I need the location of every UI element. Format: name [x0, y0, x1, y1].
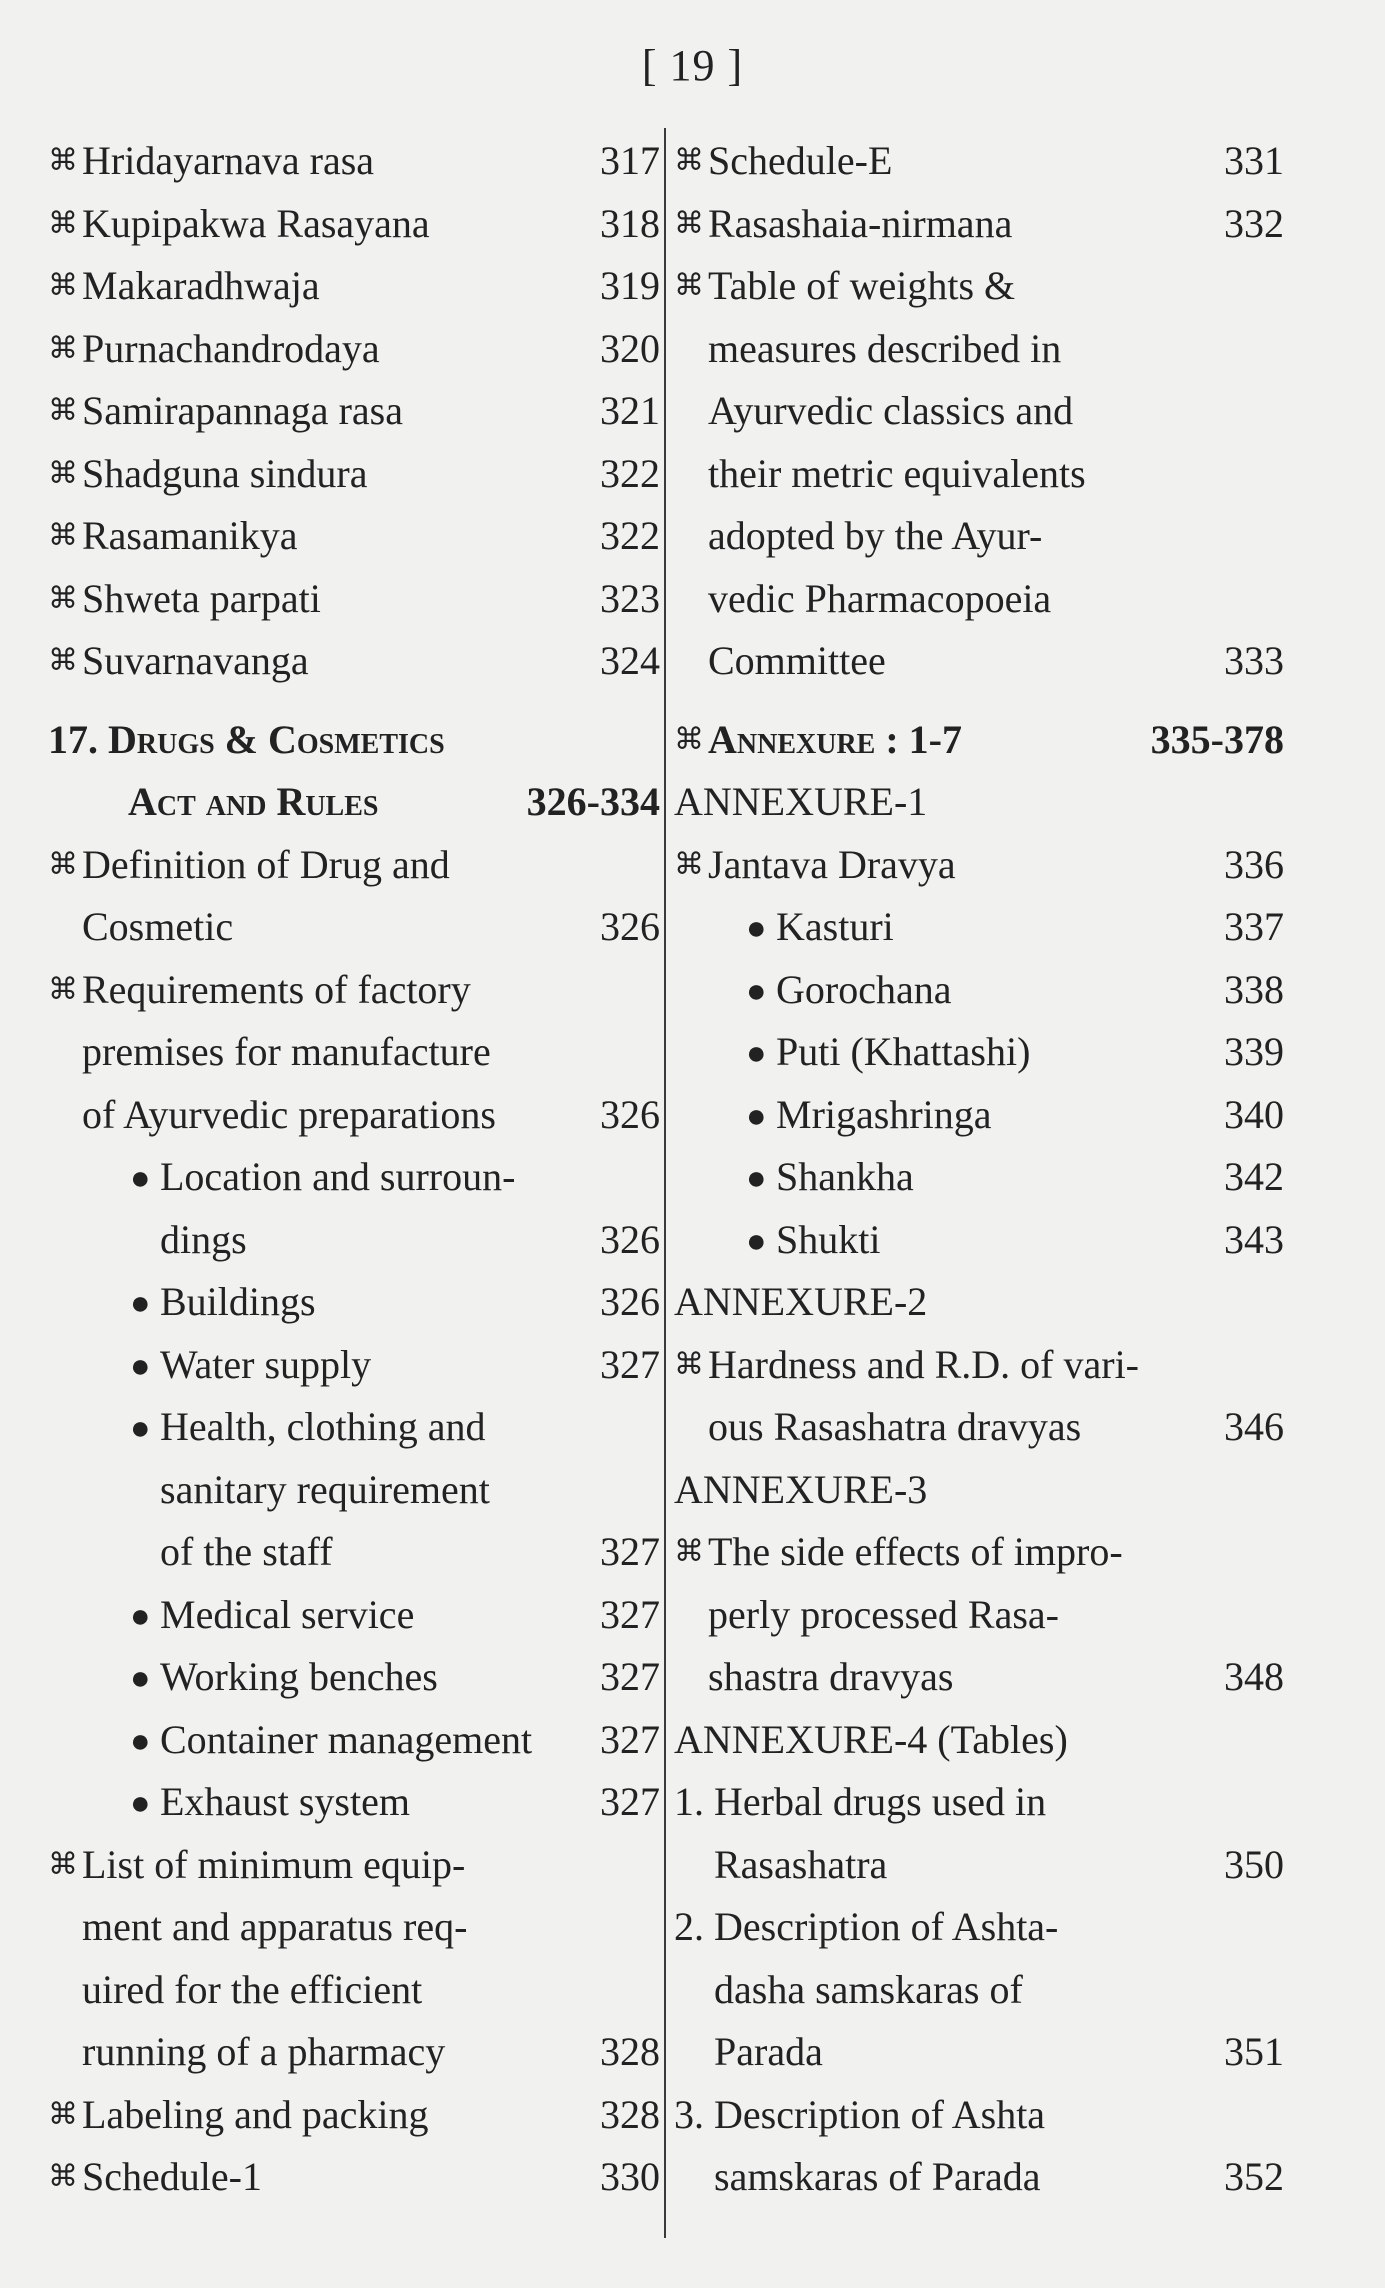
entry-title: premises for manufacture	[82, 1029, 491, 1074]
bullet-icon: ●	[746, 910, 767, 947]
toc-entry	[48, 959, 660, 1022]
entry-page-number: 339	[1224, 1029, 1284, 1074]
entry-title: Gorochana	[776, 966, 952, 1012]
toc-entry	[48, 1271, 660, 1334]
entry-title: Medical service	[160, 1591, 415, 1637]
toc-entry	[674, 255, 1284, 318]
entry-title: shastra dravyas	[708, 1654, 954, 1699]
entry-page-number: 332	[1224, 200, 1284, 246]
entry-page-number: 319	[600, 263, 660, 308]
star-bullet-icon: ⌘	[48, 2097, 78, 2131]
entry-page-number: 326	[600, 1216, 660, 1262]
entry-page-number: 330	[600, 2154, 660, 2199]
entry-page-number: 318	[600, 200, 660, 246]
toc-entry	[48, 193, 660, 256]
entry-title: ANNEXURE-3	[674, 1466, 928, 1512]
bullet-icon: ●	[130, 1660, 151, 1697]
toc-entry	[48, 1334, 660, 1397]
entry-title: Parada	[714, 2029, 823, 2074]
entry-title: Health, clothing and	[160, 1404, 486, 1449]
toc-entry	[674, 1771, 1284, 1834]
bullet-icon: ●	[746, 1160, 767, 1197]
entry-title: perly processed Rasa-	[708, 1591, 1059, 1637]
toc-entry	[674, 443, 1284, 506]
bullet-icon: ●	[130, 1722, 151, 1760]
toc-entry	[674, 1271, 1284, 1334]
star-bullet-icon: ⌘	[674, 144, 704, 177]
entry-title: of the staff	[160, 1529, 333, 1574]
entry-title: Mrigashringa	[776, 1091, 992, 1137]
entry-title: Working benches	[160, 1654, 438, 1699]
toc-entry	[48, 255, 660, 318]
entry-title: vedic Pharmacopoeia	[708, 575, 1052, 621]
toc-entry	[48, 2021, 660, 2084]
entry-page-number: 317	[600, 138, 660, 183]
entry-title: Hridayarnava rasa	[82, 138, 375, 183]
entry-title: 17. Drugs & Cosmetics	[48, 716, 445, 762]
entry-page-number: 326-334	[526, 779, 660, 824]
bullet-icon: ●	[130, 1597, 151, 1635]
entry-title: Description of Ashta	[714, 2091, 1046, 2137]
section-heading	[48, 771, 660, 834]
entry-page-number: 350	[1224, 1841, 1284, 1887]
toc-entry	[48, 630, 660, 693]
entry-title: Samirapannaga rasa	[82, 388, 403, 433]
star-bullet-icon: ⌘	[674, 269, 704, 302]
entry-title: Definition of Drug and	[82, 841, 450, 887]
toc-entry	[48, 380, 660, 443]
bullet-icon: ●	[130, 1410, 151, 1447]
column-divider	[664, 128, 666, 2238]
entry-title: adopted by the Ayur-	[708, 513, 1043, 558]
star-bullet-icon: ⌘	[674, 1347, 704, 1381]
star-bullet-icon: ⌘	[48, 331, 78, 365]
bullet-icon: ●	[130, 1347, 151, 1385]
star-bullet-icon: ⌘	[48, 1847, 78, 1881]
toc-entry	[48, 505, 660, 568]
star-bullet-icon: ⌘	[48, 144, 78, 177]
bullet-icon: ●	[746, 972, 767, 1010]
entry-page-number: 331	[1224, 138, 1284, 183]
toc-entry	[48, 1209, 660, 1272]
entry-page-number: 324	[600, 638, 660, 683]
toc-entry	[674, 2021, 1284, 2084]
toc-entry	[674, 318, 1284, 381]
toc-entry	[48, 318, 660, 381]
entry-title: Jantava Dravya	[708, 841, 956, 887]
entry-page-number: 326	[600, 1279, 660, 1324]
entry-page-number: 327	[600, 1529, 660, 1574]
entry-title: Act and Rules	[128, 779, 379, 824]
entry-page-number: 333	[1224, 638, 1284, 683]
entry-title: ment and apparatus req-	[82, 1904, 468, 1949]
toc-entry	[48, 2084, 660, 2147]
toc-entry	[674, 380, 1284, 443]
toc-entry	[48, 1834, 660, 1897]
entry-title: The side effects of impro-	[708, 1529, 1123, 1574]
toc-entry	[674, 2146, 1284, 2209]
entry-page-number: 327	[600, 1779, 660, 1824]
section-gap	[48, 693, 660, 709]
entry-page-number: 322	[600, 450, 660, 496]
toc-entry	[48, 443, 660, 506]
entry-page-number: 327	[600, 1716, 660, 1762]
entry-title: Exhaust system	[160, 1779, 410, 1824]
star-bullet-icon: ⌘	[674, 847, 704, 881]
bullet-icon: ●	[746, 1222, 767, 1260]
toc-entry	[674, 1959, 1284, 2022]
bullet-icon: ●	[130, 1285, 151, 1322]
star-bullet-icon: ⌘	[48, 456, 78, 490]
toc-entry	[674, 193, 1284, 256]
toc-entry	[48, 1396, 660, 1459]
section-gap	[674, 693, 1284, 709]
toc-entry	[48, 2146, 660, 2209]
entry-title: uired for the efficient	[82, 1966, 423, 2012]
entry-title: Rasamanikya	[82, 513, 298, 558]
star-bullet-icon: ⌘	[48, 847, 78, 881]
entry-title: Rasashatra	[714, 1841, 888, 1887]
entry-title: Location and surroun-	[160, 1154, 516, 1199]
star-bullet-icon: ⌘	[674, 206, 704, 240]
entry-title: Container management	[160, 1716, 533, 1762]
toc-entry	[48, 1771, 660, 1834]
toc-entry	[674, 1709, 1284, 1772]
entry-title: of Ayurvedic preparations	[82, 1091, 496, 1137]
entry-title: Kasturi	[776, 904, 894, 949]
entry-title: Shadguna sindura	[82, 450, 368, 496]
entry-title: Puti (Khattashi)	[776, 1029, 1031, 1074]
toc-entry	[674, 1521, 1284, 1584]
entry-page-number: 352	[1224, 2154, 1284, 2199]
left-column	[48, 130, 660, 2209]
toc-entry	[674, 834, 1284, 897]
entry-title: Purnachandrodaya	[82, 325, 380, 371]
toc-entry	[48, 1084, 660, 1147]
toc-entry	[674, 1396, 1284, 1459]
entry-page-number: 337	[1224, 904, 1284, 949]
entry-page-number: 327	[600, 1591, 660, 1637]
entry-page-number: 326	[600, 1091, 660, 1137]
toc-entry	[48, 1646, 660, 1709]
entry-title: Schedule-E	[708, 138, 893, 183]
entry-title: ANNEXURE-1	[674, 779, 928, 824]
entry-title: Buildings	[160, 1279, 316, 1324]
toc-entry	[674, 1146, 1284, 1209]
entry-title: List of minimum equip-	[82, 1841, 466, 1887]
entry-title: Kupipakwa Rasayana	[82, 200, 430, 246]
bullet-icon: ●	[746, 1035, 767, 1072]
entry-page-number: 323	[600, 575, 660, 621]
toc-entry	[674, 130, 1284, 193]
toc-entry	[48, 130, 660, 193]
entry-page-number: 326	[600, 904, 660, 949]
toc-entry	[674, 630, 1284, 693]
toc-entry	[674, 505, 1284, 568]
entry-page-number: 343	[1224, 1216, 1284, 1262]
entry-title: Shukti	[776, 1216, 881, 1262]
bullet-icon: ●	[746, 1097, 767, 1135]
star-bullet-icon: ⌘	[48, 206, 78, 240]
entry-title: ous Rasashatra dravyas	[708, 1404, 1082, 1449]
entry-title: Shankha	[776, 1154, 914, 1199]
entry-page-number: 328	[600, 2029, 660, 2074]
toc-entry	[48, 1959, 660, 2022]
entry-title: Description of Ashta-	[714, 1904, 1059, 1949]
entry-page-number: 321	[600, 388, 660, 433]
entry-page-number: 327	[600, 1654, 660, 1699]
item-number: 2.	[674, 1904, 704, 1949]
star-bullet-icon: ⌘	[48, 519, 78, 552]
entry-title: running of a pharmacy	[82, 2029, 446, 2074]
entry-page-number: 346	[1224, 1404, 1284, 1449]
toc-entry	[674, 959, 1284, 1022]
entry-title: Committee	[708, 638, 886, 683]
toc-entry	[48, 1584, 660, 1647]
toc-entry	[674, 896, 1284, 959]
star-bullet-icon: ⌘	[674, 722, 704, 756]
entry-title: ANNEXURE-4 (Tables)	[674, 1716, 1068, 1762]
star-bullet-icon: ⌘	[48, 644, 78, 677]
star-bullet-icon: ⌘	[48, 2160, 78, 2193]
toc-entry	[674, 2084, 1284, 2147]
section-heading	[48, 709, 660, 772]
entry-title: dasha samskaras of	[714, 1966, 1023, 2012]
section-heading	[674, 709, 1284, 772]
entry-title: dings	[160, 1216, 247, 1262]
toc-entry	[674, 1334, 1284, 1397]
page-number: [ 19 ]	[641, 41, 744, 90]
entry-page-number: 351	[1224, 2029, 1284, 2074]
entry-title: Requirements of factory	[82, 966, 471, 1012]
entry-page-number: 322	[600, 513, 660, 558]
toc-entry	[674, 1834, 1284, 1897]
star-bullet-icon: ⌘	[48, 581, 78, 615]
entry-title: Rasashaia-nirmana	[708, 200, 1013, 246]
entry-title: sanitary requirement	[160, 1466, 490, 1512]
toc-entry	[674, 568, 1284, 631]
toc-entry	[674, 1021, 1284, 1084]
entry-title: Cosmetic	[82, 904, 234, 949]
entry-title: Schedule-1	[82, 2154, 262, 2199]
entry-page-number: 348	[1224, 1654, 1284, 1699]
entry-title: their metric equivalents	[708, 450, 1086, 496]
item-number: 3.	[674, 2091, 704, 2137]
entry-page-number: 320	[600, 325, 660, 371]
entry-title: Hardness and R.D. of vari-	[708, 1341, 1139, 1387]
toc-entry	[48, 1709, 660, 1772]
toc-entry	[674, 1646, 1284, 1709]
entry-title: ANNEXURE-2	[674, 1279, 928, 1324]
entry-page-number: 340	[1224, 1091, 1284, 1137]
entry-page-number: 328	[600, 2091, 660, 2137]
entry-page-number: 335-378	[1150, 716, 1284, 762]
entry-title: Makaradhwaja	[82, 263, 320, 308]
star-bullet-icon: ⌘	[48, 394, 78, 427]
bullet-icon: ●	[130, 1785, 151, 1822]
star-bullet-icon: ⌘	[48, 269, 78, 302]
toc-entry	[48, 1459, 660, 1522]
toc-entry	[48, 568, 660, 631]
entry-title: Labeling and packing	[82, 2091, 429, 2137]
entry-title: Suvarnavanga	[82, 638, 309, 683]
entry-page-number: 342	[1224, 1154, 1284, 1199]
entry-title: Ayurvedic classics and	[708, 388, 1074, 433]
entry-page-number: 327	[600, 1341, 660, 1387]
entry-page-number: 336	[1224, 841, 1284, 887]
entry-title: Shweta parpati	[82, 575, 321, 621]
toc-entry	[48, 1896, 660, 1959]
bullet-icon: ●	[130, 1160, 151, 1197]
entry-title: measures described in	[708, 325, 1062, 371]
toc-entry	[674, 771, 1284, 834]
toc-entry	[48, 1146, 660, 1209]
toc-entry	[674, 1584, 1284, 1647]
item-number: 1.	[674, 1779, 704, 1824]
entry-title: Water supply	[160, 1341, 372, 1387]
entry-title: samskaras of Parada	[714, 2154, 1041, 2199]
toc-entry	[674, 1459, 1284, 1522]
toc-entry	[48, 834, 660, 897]
toc-entry	[48, 1521, 660, 1584]
right-column	[674, 130, 1284, 2209]
toc-entry	[674, 1084, 1284, 1147]
entry-title: Table of weights &	[708, 263, 1016, 308]
star-bullet-icon: ⌘	[48, 972, 78, 1006]
toc-entry	[48, 896, 660, 959]
star-bullet-icon: ⌘	[674, 1535, 704, 1568]
entry-title: Herbal drugs used in	[714, 1779, 1047, 1824]
entry-title: Annexure : 1-7	[708, 716, 962, 762]
toc-entry	[48, 1021, 660, 1084]
toc-entry	[674, 1209, 1284, 1272]
toc-entry	[674, 1896, 1284, 1959]
entry-page-number: 338	[1224, 966, 1284, 1012]
